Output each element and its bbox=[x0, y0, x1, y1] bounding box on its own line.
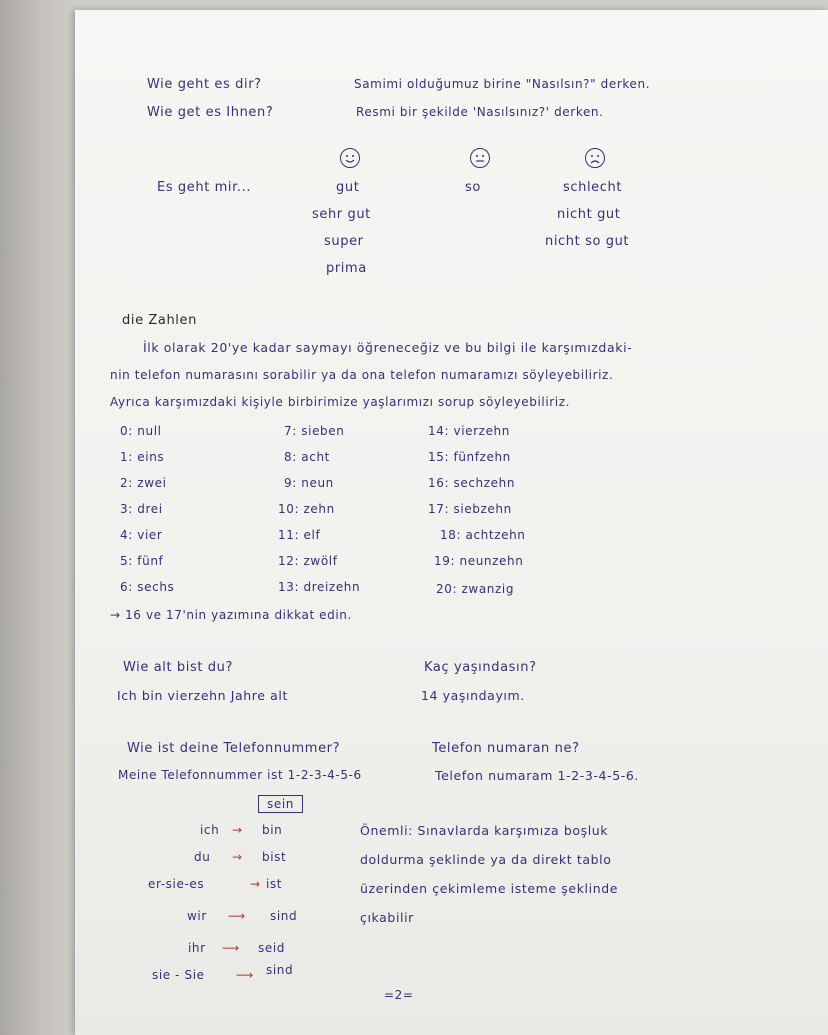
arrow-icon: ⟶ bbox=[228, 909, 246, 923]
number-13: 13: dreizehn bbox=[278, 580, 361, 594]
number-19: 19: neunzehn bbox=[434, 554, 524, 568]
number-3: 3: drei bbox=[120, 502, 163, 516]
arrow-icon: → bbox=[250, 877, 261, 891]
answer-lead: Es geht mir... bbox=[157, 180, 252, 195]
sein-note-line-3: üzerinden çekimleme isteme şeklinde bbox=[360, 881, 619, 896]
number-16: 16: sechzehn bbox=[428, 476, 516, 490]
number-1: 1: eins bbox=[120, 450, 165, 464]
numbers-note: → 16 ve 17'nin yazımına dikkat edin. bbox=[110, 608, 352, 622]
number-5: 5: fünf bbox=[120, 554, 164, 568]
arrow-icon: ⟶ bbox=[236, 968, 254, 982]
number-18: 18: achtzehn bbox=[440, 528, 526, 542]
numbers-intro-line-1: İlk olarak 20'ye kadar saymayı öğreneceğiz ve bu bilgi ile karşımızdaki- bbox=[143, 340, 633, 355]
answer-good-1: gut bbox=[336, 180, 360, 195]
greeting-question-formal-translation: Resmi bir şekilde 'Nasılsınız?' derken. bbox=[356, 105, 604, 119]
sein-title-box: sein bbox=[258, 795, 303, 813]
number-11: 11: elf bbox=[278, 528, 321, 542]
sein-note-line-2: doldurma şeklinde ya da direkt tablo bbox=[360, 852, 612, 867]
number-2: 2: zwei bbox=[120, 476, 167, 490]
answer-good-2: sehr gut bbox=[312, 207, 371, 222]
arrow-icon: → bbox=[232, 850, 243, 864]
age-question: Wie alt bist du? bbox=[123, 660, 233, 675]
number-8: 8: acht bbox=[284, 450, 330, 464]
pronoun-ich: ich bbox=[200, 823, 220, 837]
sein-form-sind: sind bbox=[270, 909, 298, 923]
answer-good-4: prima bbox=[326, 261, 367, 276]
sein-form-ist: ist bbox=[266, 877, 283, 891]
answer-bad-3: nicht so gut bbox=[545, 234, 630, 249]
pronoun-du: du bbox=[194, 850, 211, 864]
sein-form-bist: bist bbox=[262, 850, 287, 864]
age-answer-translation: 14 yaşındayım. bbox=[421, 688, 525, 703]
pronoun-sie-Sie: sie - Sie bbox=[152, 968, 205, 982]
happy-face-icon bbox=[340, 148, 360, 168]
sein-form-sind-2: sind bbox=[266, 963, 294, 977]
phone-answer: Meine Telefonnummer ist 1-2-3-4-5-6 bbox=[118, 768, 362, 782]
number-6: 6: sechs bbox=[120, 580, 175, 594]
arrow-icon: → bbox=[232, 823, 243, 837]
neutral-face-icon bbox=[470, 148, 490, 168]
page-number: =2= bbox=[384, 988, 414, 1002]
greeting-question-formal: Wie get es Ihnen? bbox=[147, 105, 274, 120]
sein-form-bin: bin bbox=[262, 823, 283, 837]
sein-note-line-4: çıkabilir bbox=[360, 910, 414, 925]
number-10: 10: zehn bbox=[278, 502, 335, 516]
sein-note-line-1: Önemli: Sınavlarda karşımıza boşluk bbox=[360, 823, 609, 838]
arrow-icon: ⟶ bbox=[222, 941, 240, 955]
sein-form-seid: seid bbox=[258, 941, 285, 955]
age-question-translation: Kaç yaşındasın? bbox=[424, 660, 537, 675]
answer-bad-1: schlecht bbox=[563, 180, 623, 195]
greeting-question-informal-translation: Samimi olduğumuz birine "Nasılsın?" derken. bbox=[354, 77, 651, 91]
phone-question-translation: Telefon numaran ne? bbox=[432, 741, 580, 756]
numbers-title: die Zahlen bbox=[122, 313, 197, 328]
greeting-question-informal: Wie geht es dir? bbox=[147, 77, 262, 92]
number-14: 14: vierzehn bbox=[428, 424, 510, 438]
pronoun-wir: wir bbox=[187, 909, 207, 923]
numbers-intro-line-3: Ayrıca karşımızdaki kişiyle birbirimize yaşlarımızı sorup söyleyebiliriz. bbox=[110, 395, 571, 409]
number-17: 17: siebzehn bbox=[428, 502, 512, 516]
number-9: 9: neun bbox=[284, 476, 334, 490]
age-answer: Ich bin vierzehn Jahre alt bbox=[117, 688, 288, 703]
sad-face-icon bbox=[585, 148, 605, 168]
pronoun-er-sie-es: er-sie-es bbox=[148, 877, 205, 891]
answer-bad-2: nicht gut bbox=[557, 207, 621, 222]
number-20: 20: zwanzig bbox=[436, 582, 515, 596]
answer-neutral-1: so bbox=[465, 180, 481, 195]
numbers-intro-line-2: nin telefon numarasını sorabilir ya da ona telefon numaramızı söyleyebiliriz. bbox=[110, 368, 614, 382]
phone-question: Wie ist deine Telefonnummer? bbox=[127, 741, 341, 756]
number-12: 12: zwölf bbox=[278, 554, 338, 568]
number-7: 7: sieben bbox=[284, 424, 345, 438]
number-4: 4: vier bbox=[120, 528, 163, 542]
phone-answer-translation: Telefon numaram 1-2-3-4-5-6. bbox=[435, 768, 639, 783]
number-0: 0: null bbox=[120, 424, 162, 438]
answer-good-3: super bbox=[324, 234, 364, 249]
number-15: 15: fünfzehn bbox=[428, 450, 511, 464]
pronoun-ihr: ihr bbox=[188, 941, 206, 955]
